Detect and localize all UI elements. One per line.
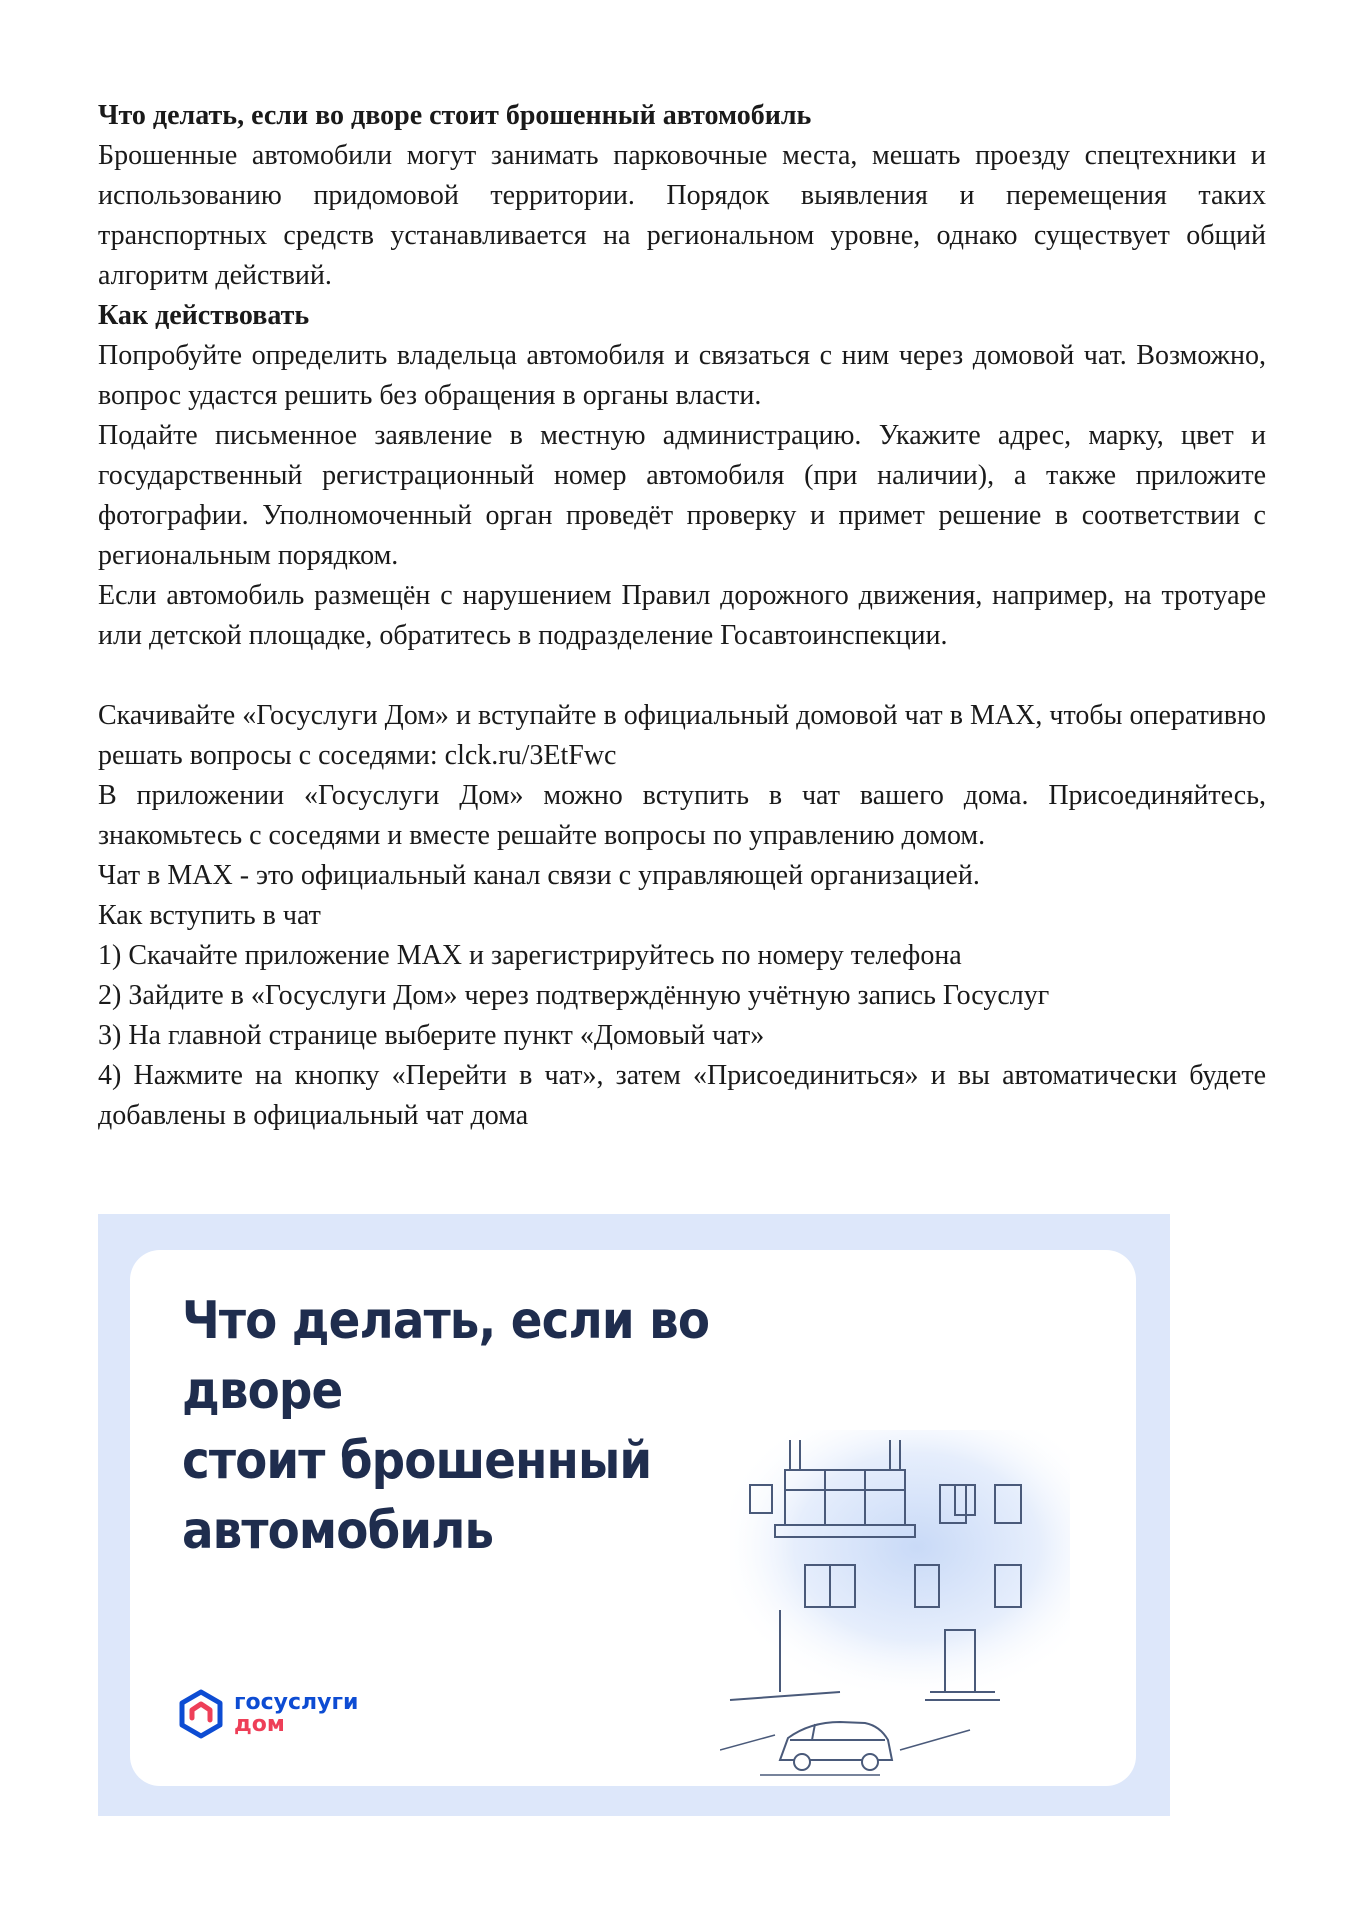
banner-title-line: Что делать, если во дворе bbox=[182, 1291, 710, 1421]
logo-text-dom: дом bbox=[234, 1712, 285, 1737]
join-heading: Как вступить в чат bbox=[98, 900, 321, 931]
step-paragraph: Попробуйте определить владельца автомобиля и связаться с ним через домовой чат. Возможно, вопрос удастся решить без обращения в органы власти. bbox=[98, 340, 1266, 411]
logo-text-gosuslugi: госуслуги bbox=[234, 1690, 359, 1715]
gosuslugi-dom-logo bbox=[178, 1688, 358, 1740]
join-step: 2) Зайдите в «Госуслуги Дом» через подтверждённую учётную запись Госуслуг bbox=[98, 980, 1050, 1011]
article-title: Что делать, если во дворе стоит брошенный автомобиль bbox=[98, 100, 812, 131]
chat-info-paragraph: Чат в MAX - это официальный канал связи с управляющей организацией. bbox=[98, 860, 980, 891]
banner-title-line: стоит брошенный автомобиль bbox=[182, 1431, 652, 1561]
join-step: 1) Скачайте приложение MAX и зарегистрируйтесь по номеру телефона bbox=[98, 940, 962, 971]
promo-banner bbox=[98, 1214, 1170, 1816]
article-intro: Брошенные автомобили могут занимать парковочные места, мешать проезду спецтехники и использованию придомовой территории. Порядок выявления и перемещения таких транспортных средств устанавливается на региональном уровне, однако существует общий алгоритм действий. bbox=[98, 140, 1266, 291]
join-step: 3) На главной странице выберите пункт «Домовый чат» bbox=[98, 1020, 765, 1051]
banner-card bbox=[130, 1250, 1136, 1786]
how-to-act-heading: Как действовать bbox=[98, 300, 310, 331]
house-logo-icon bbox=[178, 1688, 224, 1740]
apartment-building-with-car-illustration bbox=[720, 1430, 1080, 1785]
promo-paragraph: Скачивайте «Госуслуги Дом» и вступайте в официальный домовой чат в MAX, чтобы оперативно решать вопросы с соседями: clck.ru/3EtFwc bbox=[98, 700, 1266, 771]
step-paragraph: Если автомобиль размещён с нарушением Правил дорожного движения, например, на тротуаре или детской площадке, обратитесь в подразделение Госавтоинспекции. bbox=[98, 580, 1266, 651]
article-text bbox=[98, 96, 1266, 1136]
step-paragraph: Подайте письменное заявление в местную администрацию. Укажите адрес, марку, цвет и государственный регистрационный номер автомобиля (при наличии), а также приложите фотографии. Уполномоченный орган проведёт проверку и примет решение в соответствии с региональным порядком. bbox=[98, 420, 1266, 571]
app-info-paragraph: В приложении «Госуслуги Дом» можно вступить в чат вашего дома. Присоединяйтесь, знакомьтесь с соседями и вместе решайте вопросы по управлению домом. bbox=[98, 780, 1266, 851]
join-step: 4) Нажмите на кнопку «Перейти в чат», затем «Присоединиться» и вы автоматически будете добавлены в официальный чат дома bbox=[98, 1060, 1266, 1131]
